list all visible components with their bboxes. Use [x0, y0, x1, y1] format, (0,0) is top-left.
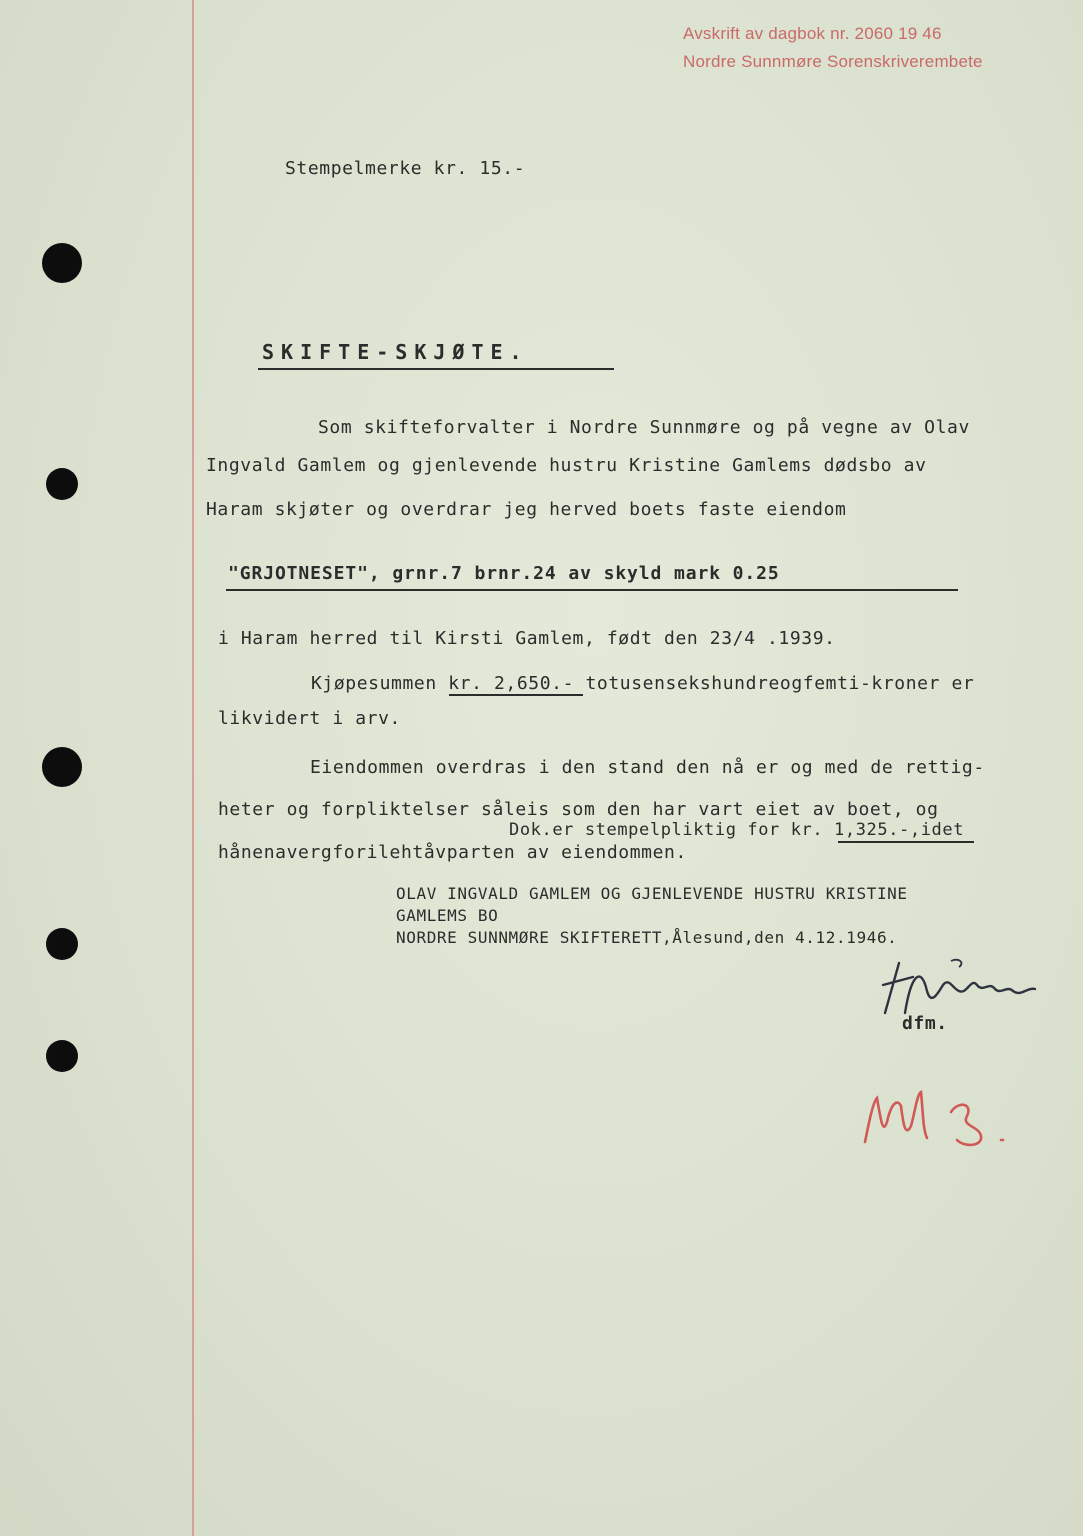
body-line-1: Som skifteforvalter i Nordre Sunnmøre og på vegne av Olav: [318, 417, 970, 438]
document-title: SKIFTE-SKJØTE.: [262, 340, 529, 364]
body-line-9: hånenavergforilehtåvparten av eiendommen.: [218, 842, 687, 863]
body-line-7: Eiendommen overdras i den stand den nå er og med de rettig-: [310, 757, 985, 778]
dfm-label: dfm.: [902, 1013, 948, 1034]
margin-line: [192, 0, 194, 1536]
stamp-line-2: Nordre Sunnmøre Sorenskriverembete: [683, 52, 983, 71]
body-line-4: i Haram herred til Kirsti Gamlem, født den 23/4 .1939.: [218, 628, 836, 649]
body-line-3: Haram skjøter og overdrar jeg herved boets faste eiendom: [206, 499, 847, 520]
punch-hole: [46, 928, 78, 960]
stamp-line-1: Avskrift av dagbok nr. 2060 19 46: [683, 24, 942, 43]
stamp-duty-line: Dok.er stempelpliktig for kr. 1,325.-,idet: [509, 820, 965, 840]
handwritten-signature: [855, 955, 1045, 1025]
punch-hole: [46, 1040, 78, 1072]
signature-line-1: OLAV INGVALD GAMLEM OG GJENLEVENDE HUSTRU KRISTINE: [396, 884, 908, 903]
signature-line-2: GAMLEMS BO: [396, 906, 499, 925]
stempelmerke-line: Stempelmerke kr. 15.-: [285, 158, 526, 179]
body-line-6: likvidert i arv.: [218, 708, 401, 729]
property-line: "GRJOTNESET", grnr.7 brnr.24 av skyld mark 0.25: [228, 563, 780, 584]
body-line-2: Ingvald Gamlem og gjenlevende hustru Kristine Gamlems dødsbo av: [206, 455, 927, 476]
duty-underline: [838, 841, 974, 843]
punch-hole: [42, 243, 82, 283]
body-line-8: heter og forpliktelser såleis som den har vart eiet av boet, og: [218, 799, 939, 820]
red-initials: [855, 1082, 1015, 1157]
punch-hole: [46, 468, 78, 500]
punch-hole: [42, 747, 82, 787]
price-underline: [449, 694, 583, 696]
title-underline: [258, 368, 614, 370]
signature-line-3: NORDRE SUNNMØRE SKIFTERETT,Ålesund,den 4.12.1946.: [396, 928, 898, 947]
body-line-5: Kjøpesummen kr. 2,650.- totusensekshundreogfemti-kroner er: [311, 673, 975, 694]
property-underline: [226, 589, 958, 591]
